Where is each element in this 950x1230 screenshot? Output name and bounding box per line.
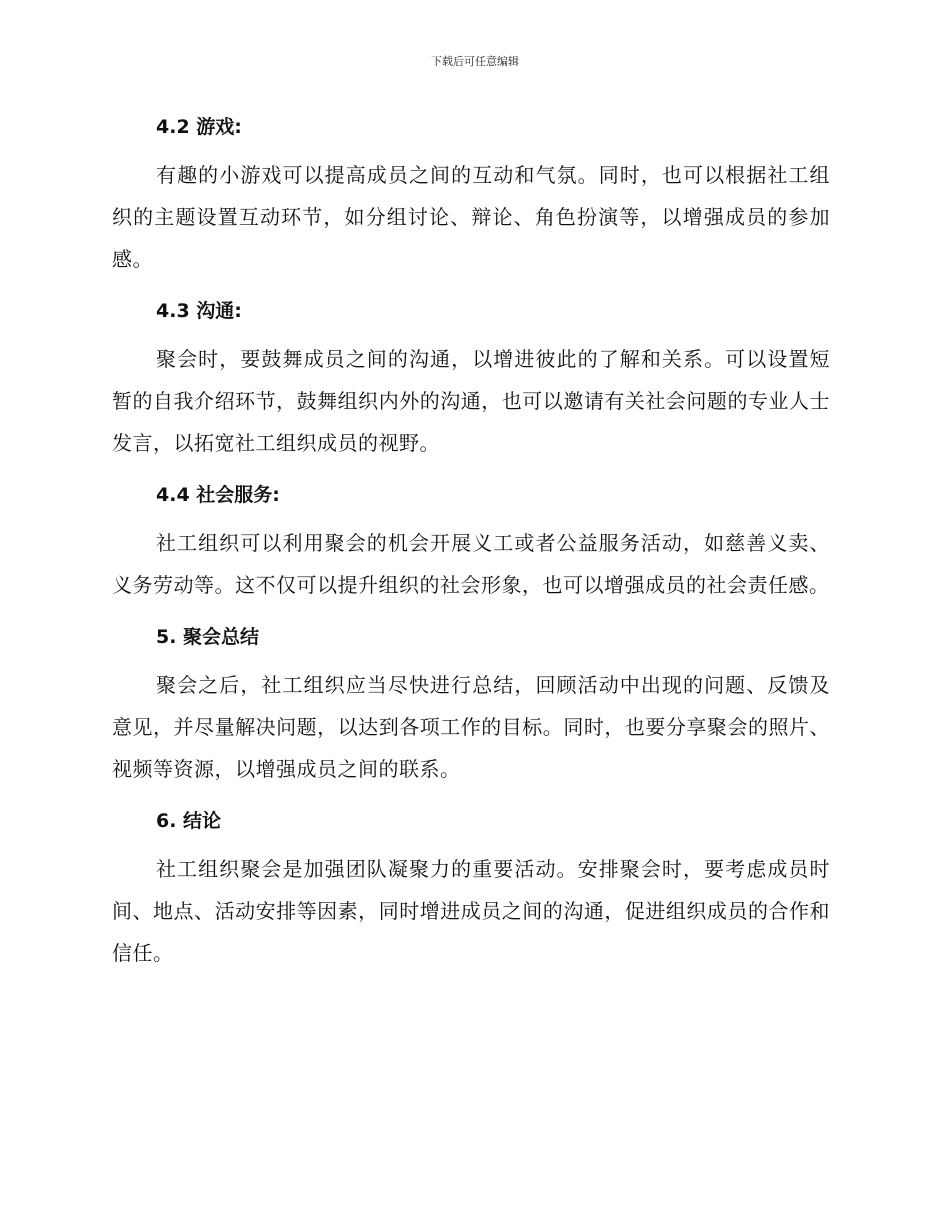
page-header: 下载后可任意编辑 (431, 55, 519, 68)
section-heading: 5. 聚会总结 (156, 626, 260, 648)
section-games (112, 108, 830, 280)
section-paragraph: 有趣的小游戏可以提高成员之间的互动和气氛。同时，也可以根据社工组织的主题设置互动环节，如分组讨论、辩论、角色扮演等，以增强成员的参加感。 (112, 163, 830, 271)
section-conclusion (112, 802, 830, 974)
section-paragraph: 聚会之后，社工组织应当尽快进行总结，回顾活动中出现的问题、反馈及意见，并尽量解决问题，以达到各项工作的目标。同时，也要分享聚会的照片、视频等资源，以增强成员之间的联系。 (112, 673, 830, 781)
section-summary (112, 618, 830, 790)
section-social-service (112, 476, 830, 606)
section-communication (112, 292, 830, 464)
section-heading: 6. 结论 (156, 810, 222, 832)
section-paragraph: 聚会时，要鼓舞成员之间的沟通，以增进彼此的了解和关系。可以设置短暂的自我介绍环节，鼓舞组织内外的沟通，也可以邀请有关社会问题的专业人士发言，以拓宽社工组织成员的视野。 (112, 347, 830, 455)
section-heading: 4.2 游戏: (156, 116, 242, 138)
document-body (112, 108, 830, 986)
section-paragraph: 社工组织聚会是加强团队凝聚力的重要活动。安排聚会时，要考虑成员时间、地点、活动安排等因素，同时增进成员之间的沟通，促进组织成员的合作和信任。 (112, 857, 830, 965)
section-paragraph: 社工组织可以利用聚会的机会开展义工或者公益服务活动，如慈善义卖、义务劳动等。这不仅可以提升组织的社会形象，也可以增强成员的社会责任感。 (112, 531, 830, 597)
section-heading: 4.3 沟通: (156, 300, 242, 322)
section-heading: 4.4 社会服务: (156, 484, 280, 506)
